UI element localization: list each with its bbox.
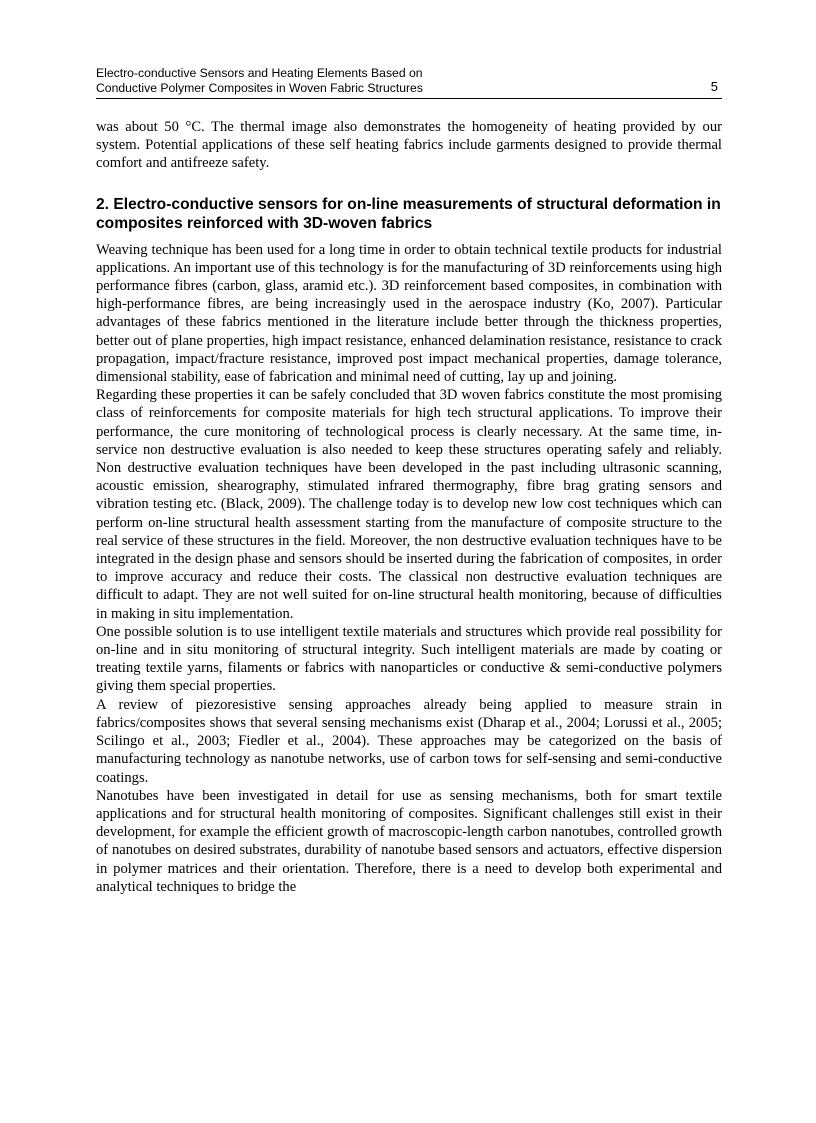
running-header-title: [96, 66, 423, 96]
paragraph-1: Weaving technique has been used for a long time in order to obtain technical textile products for industrial applications. An important use of this technology is for the manufacturing of 3D reinforcements using high performance fibres (carbon, glass, aramid etc.). 3D reinforcement based composites, in combination with high-performance fibres, are being increasingly used in the aerospace industry (Ko, 2007). Particular advantages of these fabrics mentioned in the literature include better through the thickness properties, better out of plane properties, high impact resistance, enhanced delamination resistance, resistance to crack propagation, impact/fracture resistance, improved post impact mechanical properties, damage tolerance, dimensional stability, ease of fabrication and minimal need of cutting, lay up and joining.: [96, 241, 722, 386]
header-title-line-2: Conductive Polymer Composites in Woven Fabric Structures: [96, 81, 423, 95]
body-text: [96, 118, 722, 896]
paragraph-5: Nanotubes have been investigated in detail for use as sensing mechanisms, both for smart textile applications and for structural health monitoring of composites. Significant challenges still exist in their development, for example the efficient growth of macroscopic-length carbon nanotubes, controlled growth of nanotubes on desired substrates, durability of nanotube based sensors and actuators, effective dispersion in polymer matrices and their orientation. Therefore, there is a need to develop both experimental and analytical techniques to bridge the: [96, 787, 722, 895]
paragraph-3: One possible solution is to use intelligent textile materials and structures which provide real possibility for on-line and in situ monitoring of structural integrity. Such intelligent materials are made by coating or treating textile yarns, filaments or fabrics with nanoparticles or conductive & semi-conductive polymers giving them special properties.: [96, 623, 722, 695]
intro-paragraph: was about 50 °C. The thermal image also demonstrates the homogeneity of heating provided by our system. Potential applications of these self heating fabrics include garments designed to provide thermal comfort and antifreeze safety.: [96, 119, 722, 172]
running-header: [96, 66, 722, 99]
header-title-line-1: Electro-conductive Sensors and Heating Elements Based on: [96, 66, 423, 80]
page-number: 5: [710, 79, 718, 94]
paragraph-4: A review of piezoresistive sensing approaches already being applied to measure strain in fabrics/composites shows that several sensing mechanisms exist (Dharap et al., 2004; Lorussi et al., 2005; Scilingo et al., 2003; Fiedler et al., 2004). These approaches may be categorized on the basis of manufacturing technology as nanotube networks, use of carbon tows for self-sensing and semi-conductive coatings.: [96, 696, 722, 786]
section-heading: 2. Electro-conductive sensors for on-line measurements of structural deformation in composites reinforced with 3D-woven fabrics: [96, 195, 721, 232]
paragraph-2: Regarding these properties it can be safely concluded that 3D woven fabrics constitute the most promising class of reinforcements for composite materials for high tech structural applications. To improve their performance, the cure monitoring of technological process is clearly necessary. At the same time, in-service non destructive evaluation is also needed to keep these structures operating safely and reliably. Non destructive evaluation techniques have been developed in the past including ultrasonic scanning, acoustic emission, shearography, stimulated infrared thermography, fibre brag grating sensors and vibration testing etc. (Black, 2009). The challenge today is to develop new low cost techniques which can perform on-line structural health assessment starting from the manufacture of composite structure to the real service of these structures in the field. Moreover, the non destructive evaluation techniques have to be integrated in the design phase and sensors should be inserted during the fabrication of composites, in order to improve accuracy and reduce their costs. The classical non destructive evaluation techniques are difficult to adapt. They are not well suited for on-line structural health monitoring, because of difficulties in making in situ implementation.: [96, 387, 722, 622]
